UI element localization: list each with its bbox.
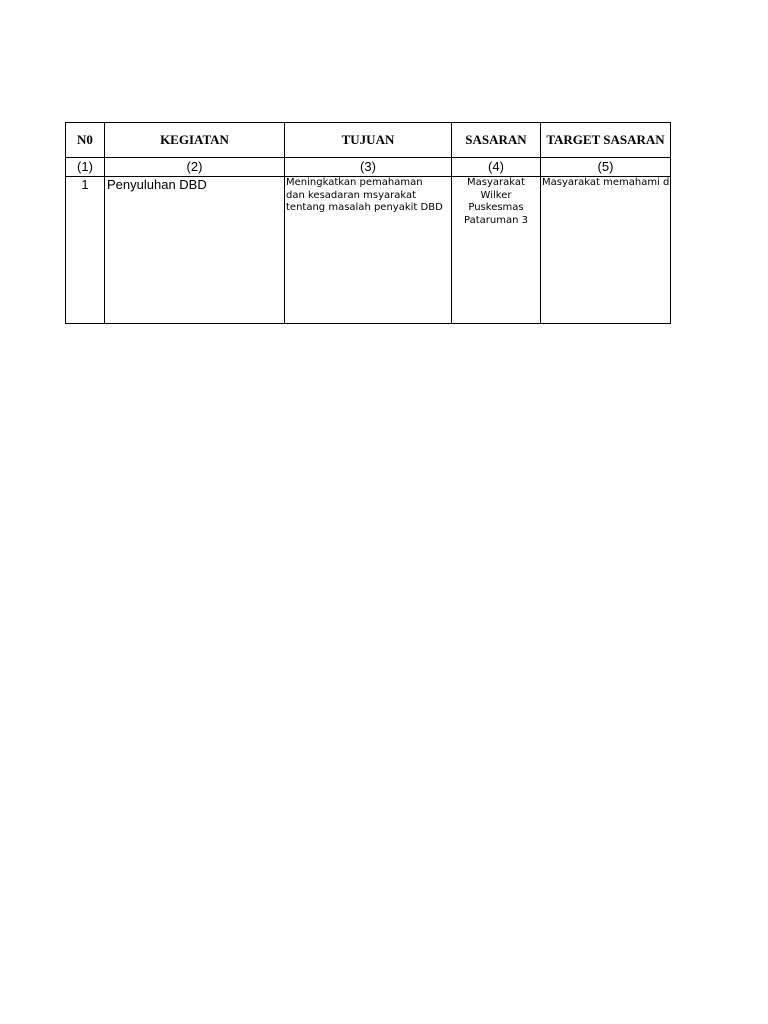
tujuan-line: tentang masalah penyakit DBD <box>286 202 443 213</box>
header-no: N0 <box>66 123 105 158</box>
header-kegiatan: KEGIATAN <box>105 123 285 158</box>
cell-target-sasaran: Masyarakat memahami d <box>541 177 671 324</box>
cell-kegiatan: Penyuluhan DBD <box>105 177 285 324</box>
column-number: (4) <box>452 158 541 177</box>
header-row <box>66 123 671 158</box>
column-number-row <box>66 158 671 177</box>
cell-tujuan <box>285 177 452 324</box>
sasaran-line: Pataruman 3 <box>464 214 528 226</box>
column-number: (5) <box>541 158 671 177</box>
column-number: (1) <box>66 158 105 177</box>
header-tujuan: TUJUAN <box>285 123 452 158</box>
column-number: (3) <box>285 158 452 177</box>
table-row <box>66 177 671 324</box>
header-sasaran: SASARAN <box>452 123 541 158</box>
cell-no: 1 <box>66 177 105 324</box>
column-number: (2) <box>105 158 285 177</box>
header-target-sasaran: TARGET SASARAN <box>541 123 671 158</box>
tujuan-line: Meningkatkan pemahaman <box>286 177 423 188</box>
cell-sasaran <box>452 177 541 324</box>
sasaran-line: Puskesmas <box>468 202 524 213</box>
sasaran-line: Masyarakat <box>467 177 525 188</box>
sasaran-line: Wilker <box>480 189 512 201</box>
tujuan-line: dan kesadaran msyarakat <box>286 189 417 201</box>
activity-plan-table <box>65 122 671 324</box>
